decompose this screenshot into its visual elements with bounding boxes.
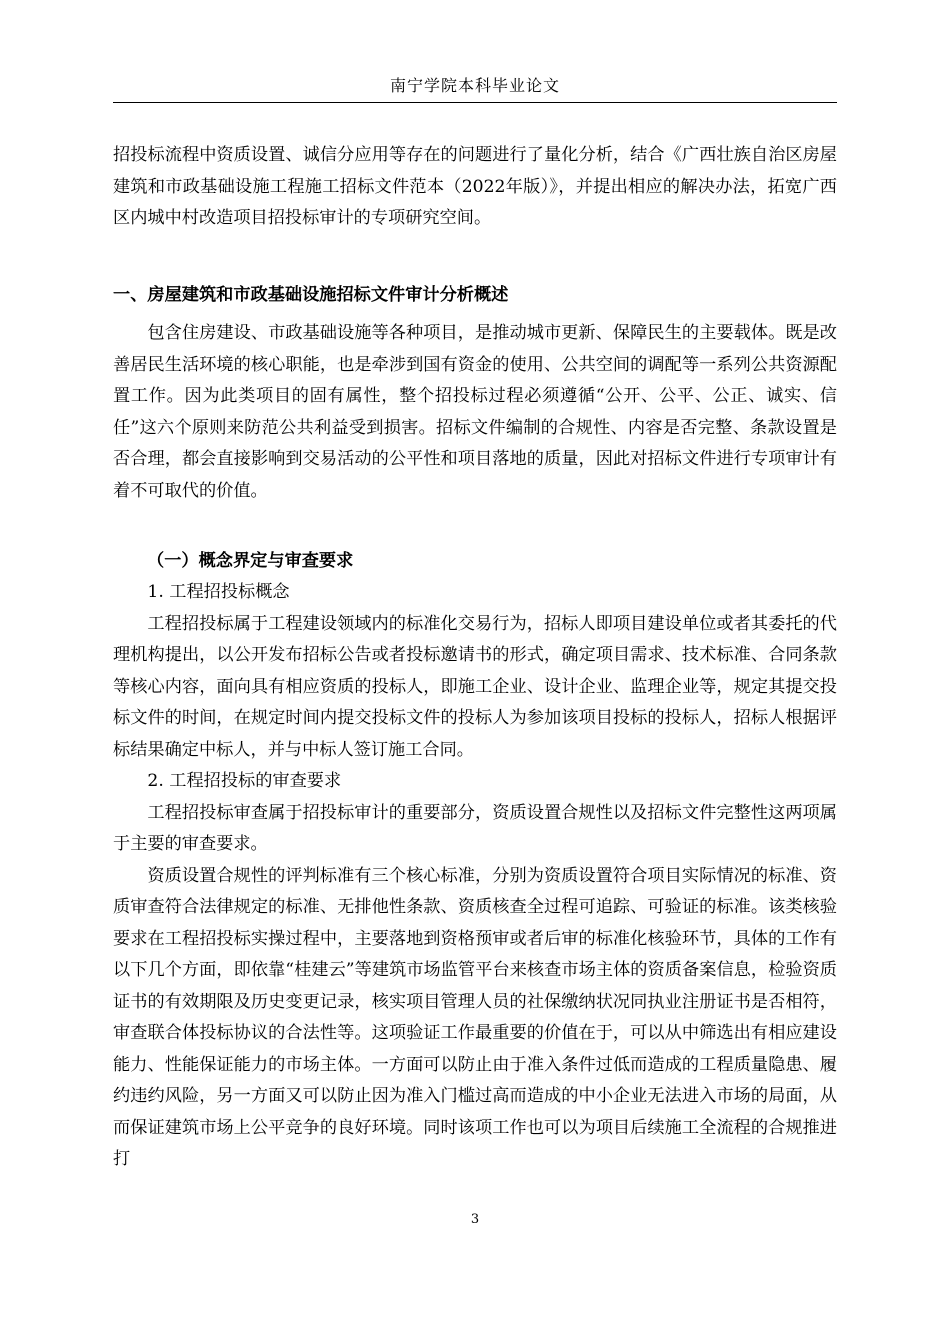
intro-continuation [113,140,837,235]
body-paragraph: 包含住房建设、市政基础设施等各种项目，是推动城市更新、保障民生的主要载体。既是改善居民生活环境的核心职能，也是牵涉到国有资金的使用、公共空间的调配等一系列公共资源配置工作。因为此类项目的固有属性，整个招投标过程必须遵循“公开、公平、公正、诚实、信任”这六个原则来防范公共利益受到损害。招标文件编制的合规性、内容是否完整、条款设置是否合理，都会直接影响到交易活动的公平性和项目落地的质量，因此对招标文件进行专项审计有着不可取代的价值。 [113,323,837,501]
header-divider [113,102,837,103]
body-paragraph: 工程招投标属于工程建设领域内的标准化交易行为，招标人即项目建设单位或者其委托的代理机构提出，以公开发布招标公告或者投标邀请书的形式，确定项目需求、技术标准、合同条款等核心内容，面向具有相应资质的投标人，即施工企业、设计企业、监理企业等，规定其提交投标文件的时间，在规定时间内提交投标文件的投标人为参加该项目投标的投标人，招标人根据评标结果确定中标人，并与中标人签订施工合同。 [113,613,837,760]
body-paragraph: 工程招投标审查属于招投标审计的重要部分，资质设置合规性以及招标文件完整性这两项属于主要的审查要求。 [113,802,837,854]
body-paragraph: 招投标流程中资质设置、诚信分应用等存在的问题进行了量化分析，结合《广西壮族自治区房屋建筑和市政基础设施工程施工招标文件范本（2022年版）》，并提出相应的解决办法，拓宽广西区内城中村改造项目招投标审计的专项研究空间。 [113,145,837,228]
section-heading-1: 一、房屋建筑和市政基础设施招标文件审计分析概述 [113,285,509,305]
item-title-1: 1. 工程招投标概念 [147,582,290,602]
item-title-2: 2. 工程招投标的审查要求 [147,771,342,791]
section-1-body [113,318,837,507]
page-number: 3 [470,1212,480,1227]
body-paragraph: 资质设置合规性的评判标准有三个核心标准，分别为资质设置符合项目实际情况的标准、资质审查符合法律规定的标准、无排他性条款、资质核查全过程可追踪、可验证的标准。该类核验要求在工程招投标实操过程中，主要落地到资格预审或者后审的标准化核验环节，具体的工作有以下几个方面，即依靠“桂建云”等建筑市场监管平台来核查市场主体的资质备案信息，检验资质证书的有效期限及历史变更记录，核实项目管理人员的社保缴纳状况同执业注册证书是否相符，审查联合体投标协议的合法性等。这项验证工作最重要的价值在于，可以从中筛选出有相应建设能力、性能保证能力的市场主体。一方面可以防止由于准入条件过低而造成的工程质量隐患、履约违约风险，另一方面又可以防止因为准入门槛过高而造成的中小企业无法进入市场的局面，从而保证建筑市场上公平竞争的良好环境。同时该项工作也可以为项目后续施工全流程的合规推进打 [113,865,837,1169]
running-header: 南宁学院本科毕业论文 [389,76,560,95]
subsection-1-body [113,577,837,1176]
subsection-heading-1: （一）概念界定与审查要求 [147,551,354,571]
